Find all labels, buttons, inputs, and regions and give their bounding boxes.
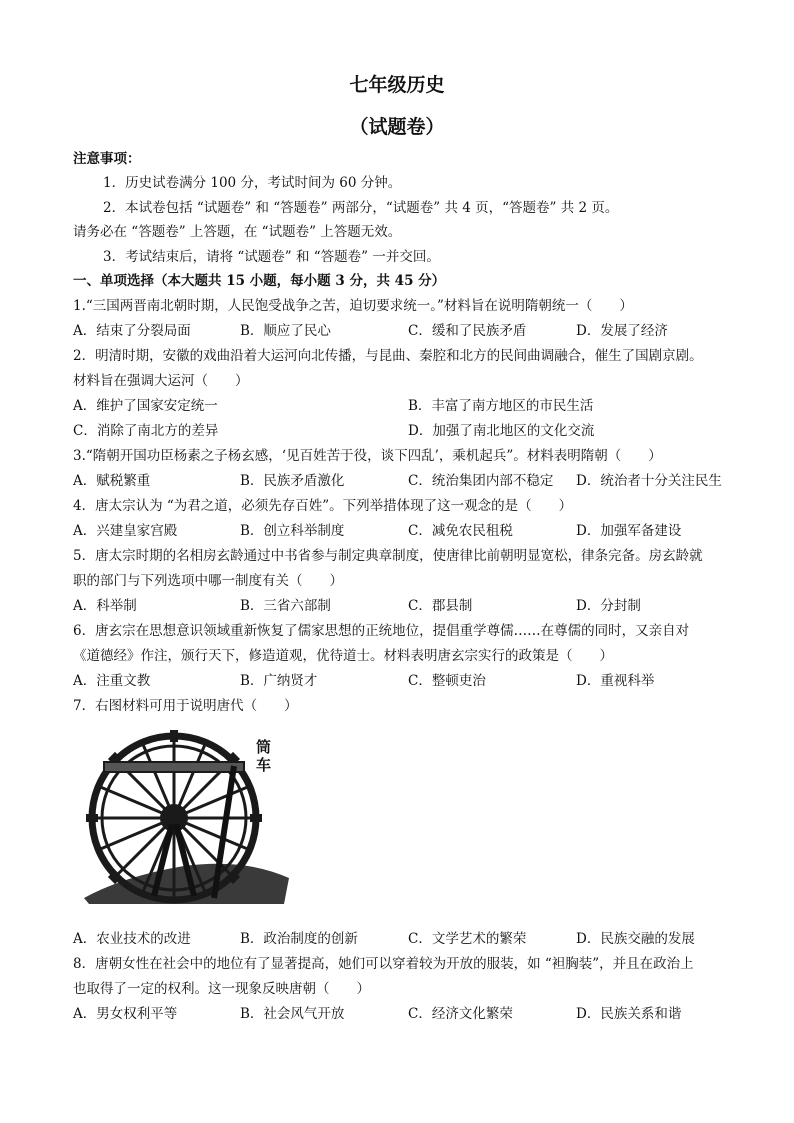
option-b: B．社会风气开放 xyxy=(240,1006,345,1022)
option-a: A．结束了分裂局面 xyxy=(73,323,191,339)
option-c: C．消除了南北方的差异 xyxy=(73,423,219,439)
question-text: 5．唐太宗时期的名相房玄龄通过中书省参与制定典章制度，使唐律比前朝明显宽松，律条完备。房玄龄就 xyxy=(73,548,703,564)
option-d: D．统治者十分关注民生 xyxy=(576,473,722,489)
section-heading: 一、单项选择（本大题共 15 小题，每小题 3 分，共 45 分） xyxy=(73,273,446,289)
option-b: B．创立科举制度 xyxy=(240,523,345,539)
option-a: A．维护了国家安定统一 xyxy=(73,398,218,414)
option-a: A．科举制 xyxy=(73,598,137,614)
option-b: B．顺应了民心 xyxy=(240,323,331,339)
option-a: A．注重文教 xyxy=(73,673,151,689)
question-text: 材料旨在强调大运河（ ） xyxy=(73,373,249,389)
option-d: D．重视科举 xyxy=(576,673,655,689)
note-item: 请务必在 “答题卷” 上答题，在 “试题卷” 上答题无效。 xyxy=(73,224,402,240)
option-d: D．民族关系和谐 xyxy=(576,1006,682,1022)
option-b: B．广纳贤才 xyxy=(240,673,318,689)
page-title: 七年级历史 xyxy=(349,74,445,96)
question-text: 《道德经》作注，颁行天下，修造道观，优待道士。材料表明唐玄宗实行的政策是（ ） xyxy=(73,648,613,664)
option-d: D．发展了经济 xyxy=(576,323,668,339)
option-c: C．减免农民租税 xyxy=(408,523,513,539)
option-c: C．郡县制 xyxy=(408,598,473,614)
note-item: 3．考试结束后，请将 “试题卷” 和 “答题卷” 一并交回。 xyxy=(103,249,440,265)
option-b: B．三省六部制 xyxy=(240,598,331,614)
option-c: C．文学艺术的繁荣 xyxy=(408,931,527,947)
option-c: C．整顿吏治 xyxy=(408,673,486,689)
option-b: B．政治制度的创新 xyxy=(240,931,358,947)
notes-heading: 注意事项： xyxy=(73,151,141,167)
question-text: 2．明清时期，安徽的戏曲沿着大运河向北传播，与昆曲、秦腔和北方的民间曲调融合，催生了国剧京剧。 xyxy=(73,348,703,364)
figure-label: 筒车 xyxy=(256,738,272,774)
option-c: C．经济文化繁荣 xyxy=(408,1006,513,1022)
option-a: A．男女权利平等 xyxy=(73,1006,178,1022)
question-text: 4．唐太宗认为 “为君之道，必须先存百姓”。下列举措体现了这一观念的是（ ） xyxy=(73,498,573,514)
question-text: 职的部门与下列选项中哪一制度有关（ ） xyxy=(73,573,343,589)
option-c: C．缓和了民族矛盾 xyxy=(408,323,527,339)
question-text: 1.“三国两晋南北朝时期，人民饱受战争之苦，迫切要求统一。”材料旨在说明隋朝统一（ ） xyxy=(73,298,633,314)
question-text: 也取得了一定的权利。这一现象反映唐朝（ ） xyxy=(73,981,370,997)
note-item: 2．本试卷包括 “试题卷” 和 “答题卷” 两部分，“试题卷” 共 4 页，“答题卷” 共 2 页。 xyxy=(103,200,619,216)
option-b: B．丰富了南方地区的市民生活 xyxy=(408,398,594,414)
option-d: D．分封制 xyxy=(576,598,641,614)
option-a: A．赋税繁重 xyxy=(73,473,151,489)
option-c: C．统治集团内部不稳定 xyxy=(408,473,554,489)
option-b: B．民族矛盾激化 xyxy=(240,473,345,489)
question-text: 3.“隋朝开国功臣杨素之子杨玄感，‘见百姓苦于役，谈下四乱’，乘机起兵”。材料表明隋朝（ ） xyxy=(73,448,662,464)
question-text: 7．右图材料可用于说明唐代（ ） xyxy=(73,698,298,714)
option-d: D．加强了南北地区的文化交流 xyxy=(408,423,595,439)
option-d: D．民族交融的发展 xyxy=(576,931,695,947)
question-text: 6．唐玄宗在思想意识领域重新恢复了儒家思想的正统地位，提倡重学尊儒……在尊儒的同时，又亲自对 xyxy=(73,623,690,639)
page-subtitle: （试题卷） xyxy=(349,116,445,138)
question-text: 8．唐朝女性在社会中的地位有了显著提高，她们可以穿着较为开放的服装，如 “袒胸装”，并且在政治上 xyxy=(73,956,694,972)
option-a: A．农业技术的改进 xyxy=(73,931,191,947)
note-item: 1．历史试卷满分 100 分，考试时间为 60 分钟。 xyxy=(103,175,402,191)
option-d: D．加强军备建设 xyxy=(576,523,682,539)
option-a: A．兴建皇家宫殿 xyxy=(73,523,178,539)
